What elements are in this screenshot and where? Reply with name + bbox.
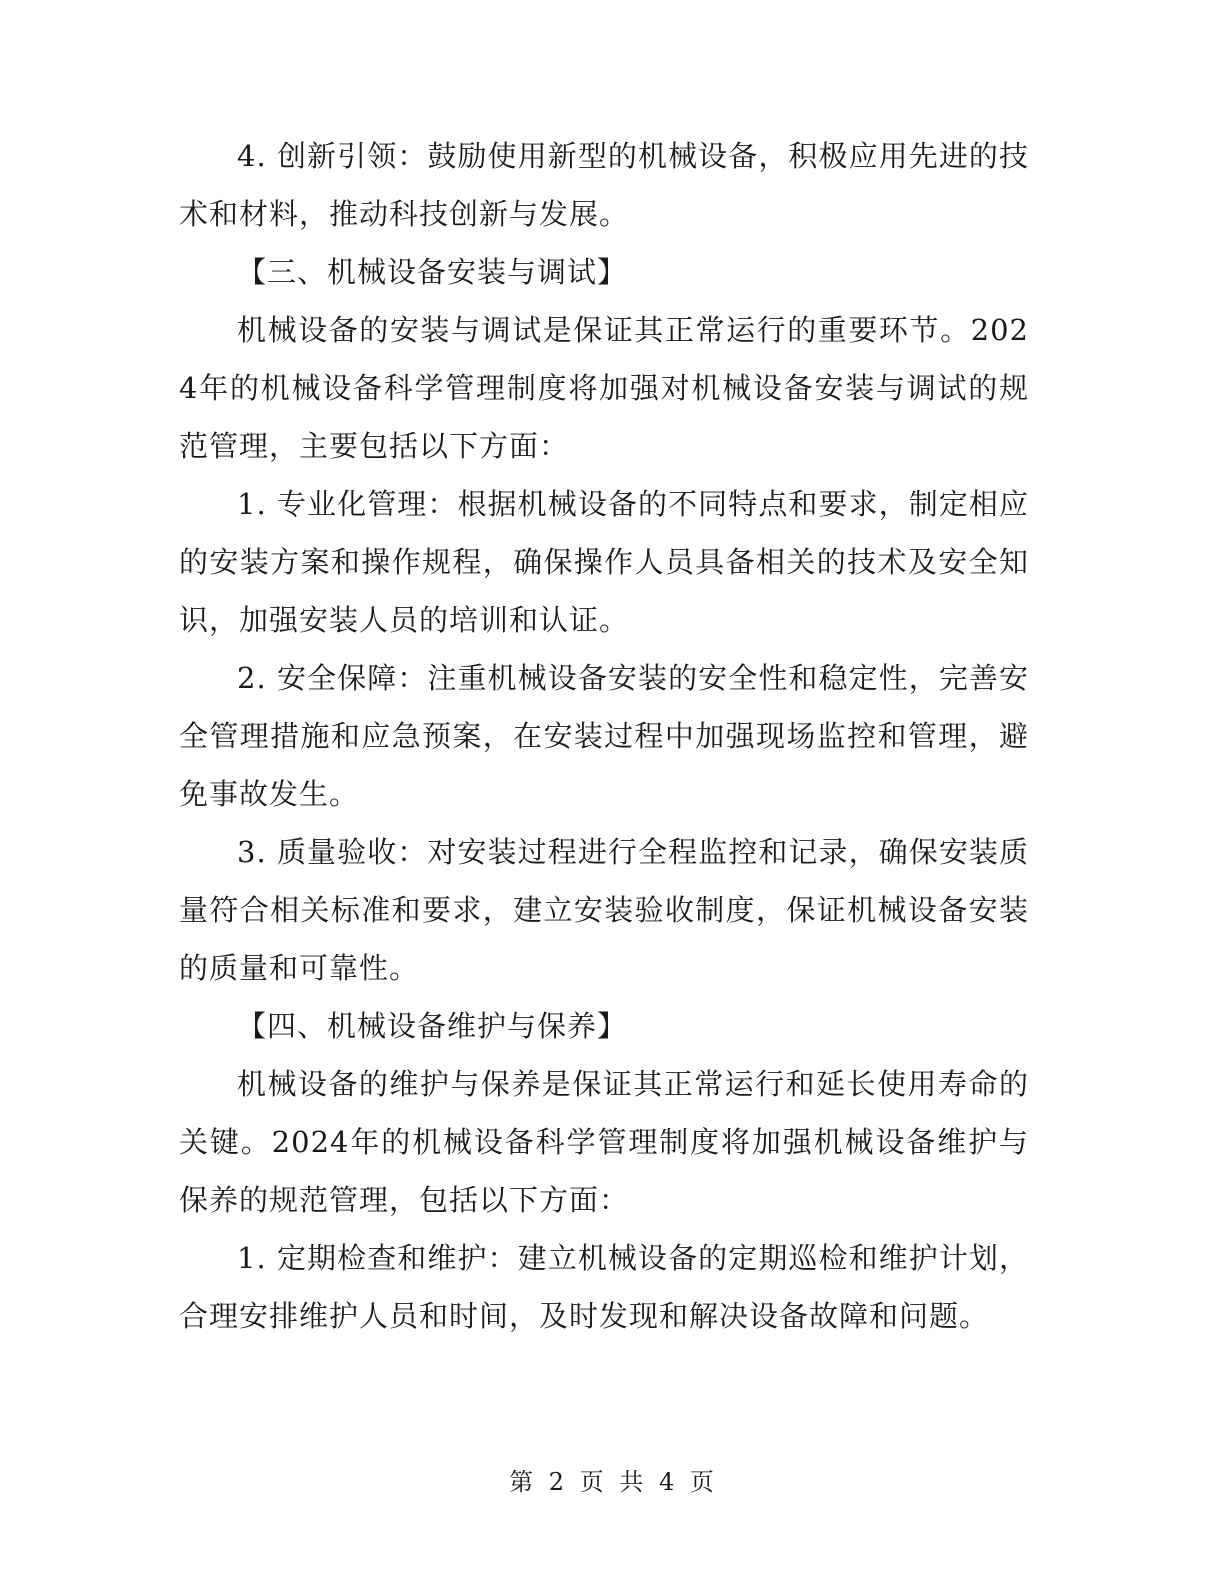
section-heading-installation: 【三、机械设备安装与调试】 [237,255,628,289]
section-heading-maintenance: 【四、机械设备维护与保养】 [237,1009,628,1043]
paragraph-maintenance-intro: 机械设备的维护与保养是保证其正常运行和延长使用寿命的关键。2024年的机械设备科学管理制度将加强机械设备维护与保养的规范管理，包括以下方面： [179,1067,1029,1217]
paragraph-professional-management: 1. 专业化管理：根据机械设备的不同特点和要求，制定相应的安装方案和操作规程，确保操作人员具备相关的技术及安全知识，加强安装人员的培训和认证。 [179,487,1029,637]
paragraph-installation-intro: 机械设备的安装与调试是保证其正常运行的重要环节。2024年的机械设备科学管理制度将加强对机械设备安装与调试的规范管理，主要包括以下方面： [179,313,1029,463]
document-body [179,127,1029,1345]
paragraph-innovation: 4. 创新引领：鼓励使用新型的机械设备，积极应用先进的技术和材料，推动科技创新与发展。 [179,139,1029,231]
paragraph-periodic-inspection: 1. 定期检查和维护：建立机械设备的定期巡检和维护计划，合理安排维护人员和时间，及时发现和解决设备故障和问题。 [179,1241,1029,1333]
page-number-footer: 第 2 页 共 4 页 [509,1468,715,1496]
paragraph-safety-assurance: 2. 安全保障：注重机械设备安装的安全性和稳定性，完善安全管理措施和应急预案，在安装过程中加强现场监控和管理，避免事故发生。 [179,661,1029,811]
paragraph-quality-acceptance: 3. 质量验收：对安装过程进行全程监控和记录，确保安装质量符合相关标准和要求，建立安装验收制度，保证机械设备安装的质量和可靠性。 [179,835,1029,985]
